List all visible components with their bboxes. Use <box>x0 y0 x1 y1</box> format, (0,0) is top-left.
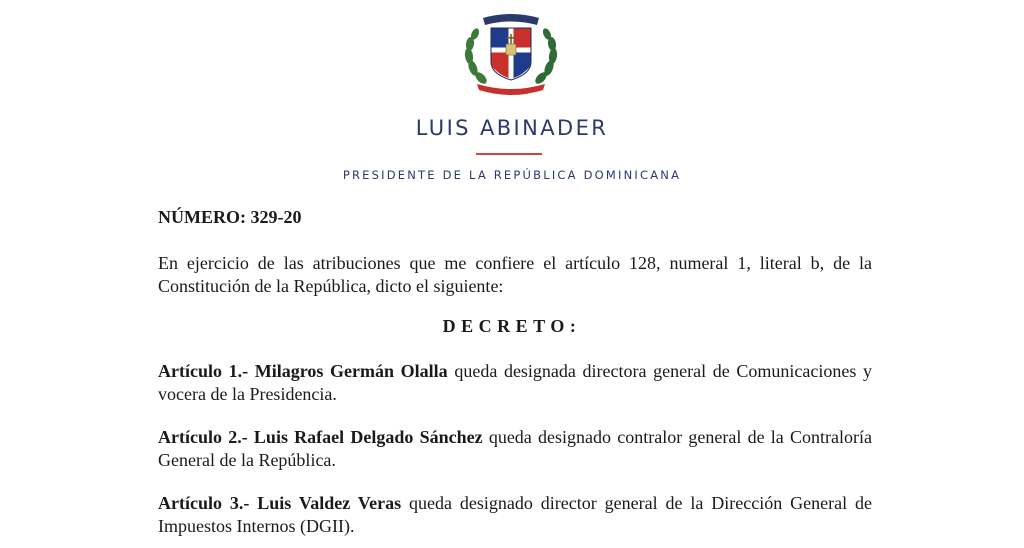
decree-heading: DECRETO: <box>442 316 582 336</box>
article-1-text: queda designada directora general de Comunicaciones y vocera de la Presidencia. <box>158 361 872 404</box>
motto-ribbon <box>483 14 539 25</box>
article-2 <box>158 426 872 472</box>
article-3 <box>158 492 872 538</box>
palm-branch-right <box>533 27 558 86</box>
decree-number: NÚMERO: 329-20 <box>158 207 302 227</box>
article-1 <box>158 360 872 406</box>
article-1-lead: Artículo 1.- Milagros Germán Olalla <box>158 361 448 381</box>
laurel-branch-left <box>464 27 489 86</box>
intro-paragraph: En ejercicio de las atribuciones que me confiere el artículo 128, numeral 1, literal b, de la Constitución de la República, dicto el siguiente: <box>158 253 872 296</box>
shield <box>491 28 531 80</box>
name-divider <box>476 153 542 155</box>
article-3-text: queda designado director general de la Dirección General de Impuestos Internos (DGII). <box>158 493 872 536</box>
coat-of-arms-emblem <box>459 6 563 96</box>
article-3-lead: Artículo 3.- Luis Valdez Veras <box>158 493 402 513</box>
article-2-text: queda designado contralor general de la Contraloría General de la República. <box>158 427 872 470</box>
article-2-lead: Artículo 2.- Luis Rafael Delgado Sánchez <box>158 427 483 447</box>
president-title: PRESIDENTE DE LA REPÚBLICA DOMINICANA <box>342 168 682 182</box>
bottom-banner <box>477 84 545 95</box>
president-name: LUIS ABINADER <box>415 116 609 140</box>
